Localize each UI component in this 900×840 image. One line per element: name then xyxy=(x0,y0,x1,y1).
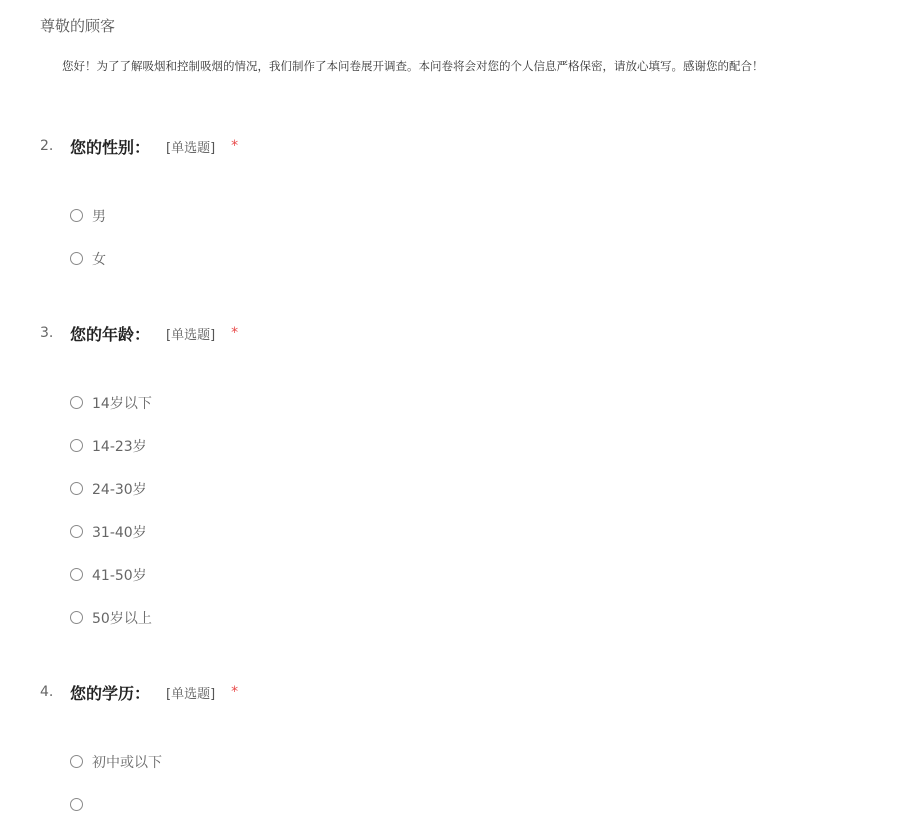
option-label: 50岁以上 xyxy=(92,611,152,627)
radio-unchecked-icon[interactable] xyxy=(70,611,83,624)
required-marker: * xyxy=(231,325,239,341)
radio-unchecked-icon[interactable] xyxy=(70,209,83,222)
radio-unchecked-icon[interactable] xyxy=(70,755,83,768)
option-age-under-14[interactable] xyxy=(70,395,152,438)
question-number: 4. xyxy=(40,684,54,700)
question-title: 您的学历： xyxy=(70,683,151,703)
question-header xyxy=(40,134,238,158)
option-age-over-50[interactable] xyxy=(70,610,152,653)
option-female[interactable] xyxy=(70,251,106,294)
required-marker: * xyxy=(231,138,239,154)
option-edu-junior-high-or-below[interactable] xyxy=(70,754,162,797)
option-age-31-40[interactable] xyxy=(70,524,152,567)
option-label: 14-23岁 xyxy=(92,439,147,455)
option-label: 初中或以下 xyxy=(92,755,162,771)
radio-unchecked-icon[interactable] xyxy=(70,568,83,581)
question-type: [单选题] xyxy=(166,327,216,343)
question-header xyxy=(40,321,238,345)
question-title: 您的性别： xyxy=(70,137,151,157)
option-list xyxy=(70,208,106,294)
option-edu-next[interactable] xyxy=(70,797,162,840)
radio-unchecked-icon[interactable] xyxy=(70,396,83,409)
option-list xyxy=(70,754,162,840)
survey-intro: 您好！为了了解吸烟和控制吸烟的情况，我们制作了本问卷展开调查。本问卷将会对您的个人信息严格保密，请放心填写。感谢您的配合！ xyxy=(62,59,764,73)
question-title: 您的年龄： xyxy=(70,324,151,344)
survey-greeting: 尊敬的顾客 xyxy=(40,17,116,35)
option-age-14-23[interactable] xyxy=(70,438,152,481)
radio-unchecked-icon[interactable] xyxy=(70,525,83,538)
radio-unchecked-icon[interactable] xyxy=(70,482,83,495)
radio-unchecked-icon[interactable] xyxy=(70,252,83,265)
option-label: 14岁以下 xyxy=(92,396,152,412)
question-header xyxy=(40,680,238,704)
question-type: [单选题] xyxy=(166,140,216,156)
question-type: [单选题] xyxy=(166,686,216,702)
option-label: 24-30岁 xyxy=(92,482,147,498)
option-label: 男 xyxy=(92,209,106,225)
option-age-41-50[interactable] xyxy=(70,567,152,610)
question-number: 3. xyxy=(40,325,54,341)
option-age-24-30[interactable] xyxy=(70,481,152,524)
option-male[interactable] xyxy=(70,208,106,251)
option-label: 41-50岁 xyxy=(92,568,147,584)
option-label: 31-40岁 xyxy=(92,525,147,541)
option-list xyxy=(70,395,152,653)
required-marker: * xyxy=(231,684,239,700)
option-label: 女 xyxy=(92,252,106,268)
question-number: 2. xyxy=(40,138,54,154)
radio-unchecked-icon[interactable] xyxy=(70,439,83,452)
